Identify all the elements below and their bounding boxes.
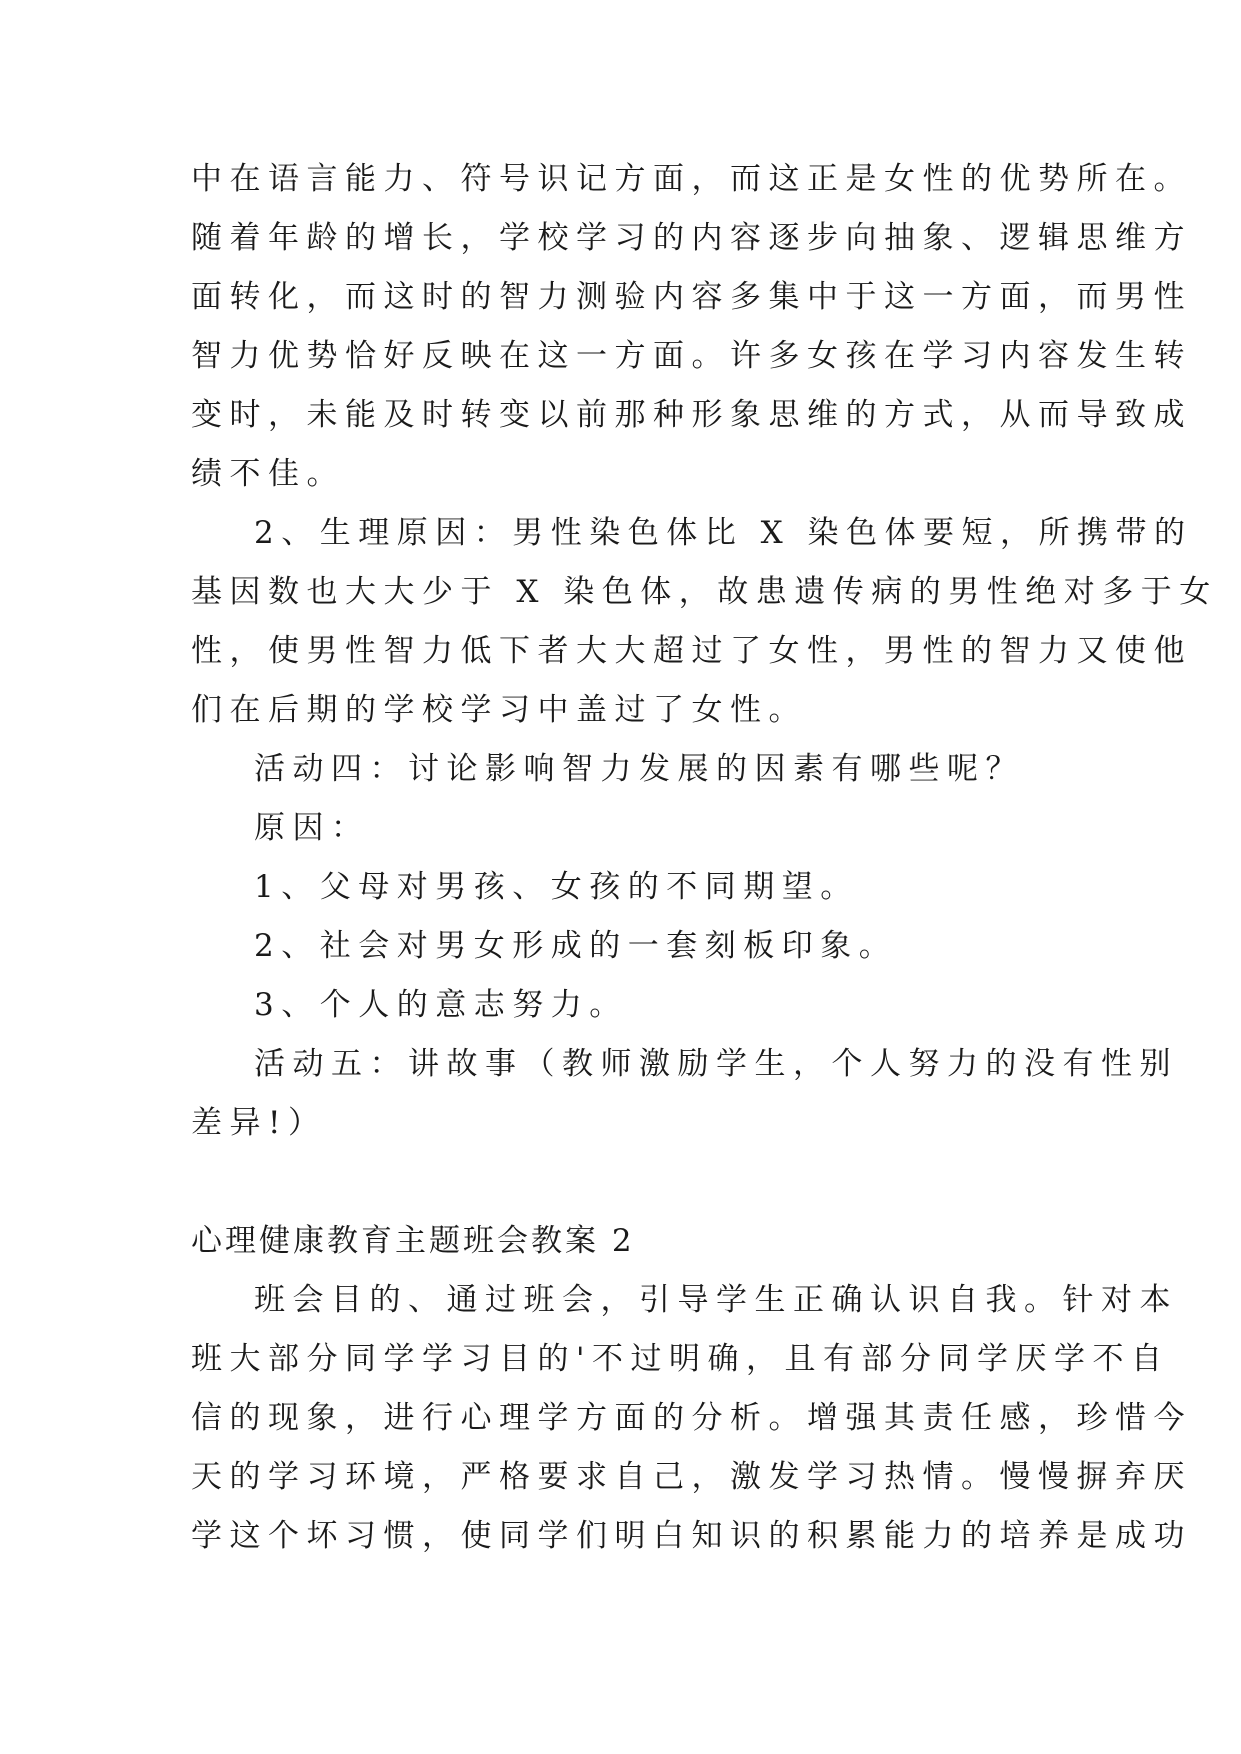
section-gap xyxy=(191,1153,1061,1212)
paragraph-line: 活动四：讨论影响智力发展的因素有哪些呢？ xyxy=(254,751,1024,787)
paragraph-line: 基因数也大大少于 X 染色体，故患遗传病的男性绝对多于女 xyxy=(191,574,1218,610)
paragraph-line: 班大部分同学学习目的'不过明确，且有部分同学厌学不自 xyxy=(191,1341,1170,1377)
document-page xyxy=(191,150,1218,1566)
paragraph-line: 变时，未能及时转变以前那种形象思维的方式，从而导致成 xyxy=(191,397,1192,433)
paragraph-line: 智力优势恰好反映在这一方面。许多女孩在学习内容发生转 xyxy=(191,338,1192,374)
paragraph-line: 面转化，而这时的智力测验内容多集中于这一方面，而男性 xyxy=(191,279,1192,315)
list-item: 2、社会对男女形成的一套刻板印象。 xyxy=(254,928,898,964)
list-item: 1、父母对男孩、女孩的不同期望。 xyxy=(254,869,859,905)
paragraph-line: 绩不佳。 xyxy=(191,456,345,492)
paragraph-line: 班会目的、通过班会，引导学生正确认识自我。针对本 xyxy=(254,1282,1178,1318)
paragraph-line: 信的现象，进行心理学方面的分析。增强其责任感，珍惜今 xyxy=(191,1400,1192,1436)
paragraph-line: 性，使男性智力低下者大大超过了女性，男性的智力又使他 xyxy=(191,633,1192,669)
paragraph-line: 随着年龄的增长，学校学习的内容逐步向抽象、逻辑思维方 xyxy=(191,220,1192,256)
list-item: 3、个人的意志努力。 xyxy=(254,987,628,1023)
paragraph-line: 活动五：讲故事（教师激励学生，个人努力的没有性别 xyxy=(254,1046,1178,1082)
paragraph-line: 们在后期的学校学习中盖过了女性。 xyxy=(191,692,807,728)
paragraph-line: 学这个坏习惯，使同学们明白知识的积累能力的培养是成功 xyxy=(191,1518,1192,1554)
paragraph-line: 中在语言能力、符号识记方面，而这正是女性的优势所在。 xyxy=(191,161,1192,197)
paragraph-line: 原因： xyxy=(254,810,370,846)
section-title: 心理健康教育主题班会教案 2 xyxy=(191,1223,635,1259)
paragraph-line: 天的学习环境，严格要求自己，激发学习热情。慢慢摒弃厌 xyxy=(191,1459,1192,1495)
paragraph-line: 2、生理原因：男性染色体比 X 染色体要短，所携带的 xyxy=(254,515,1193,551)
paragraph-line: 差异!） xyxy=(191,1105,327,1141)
